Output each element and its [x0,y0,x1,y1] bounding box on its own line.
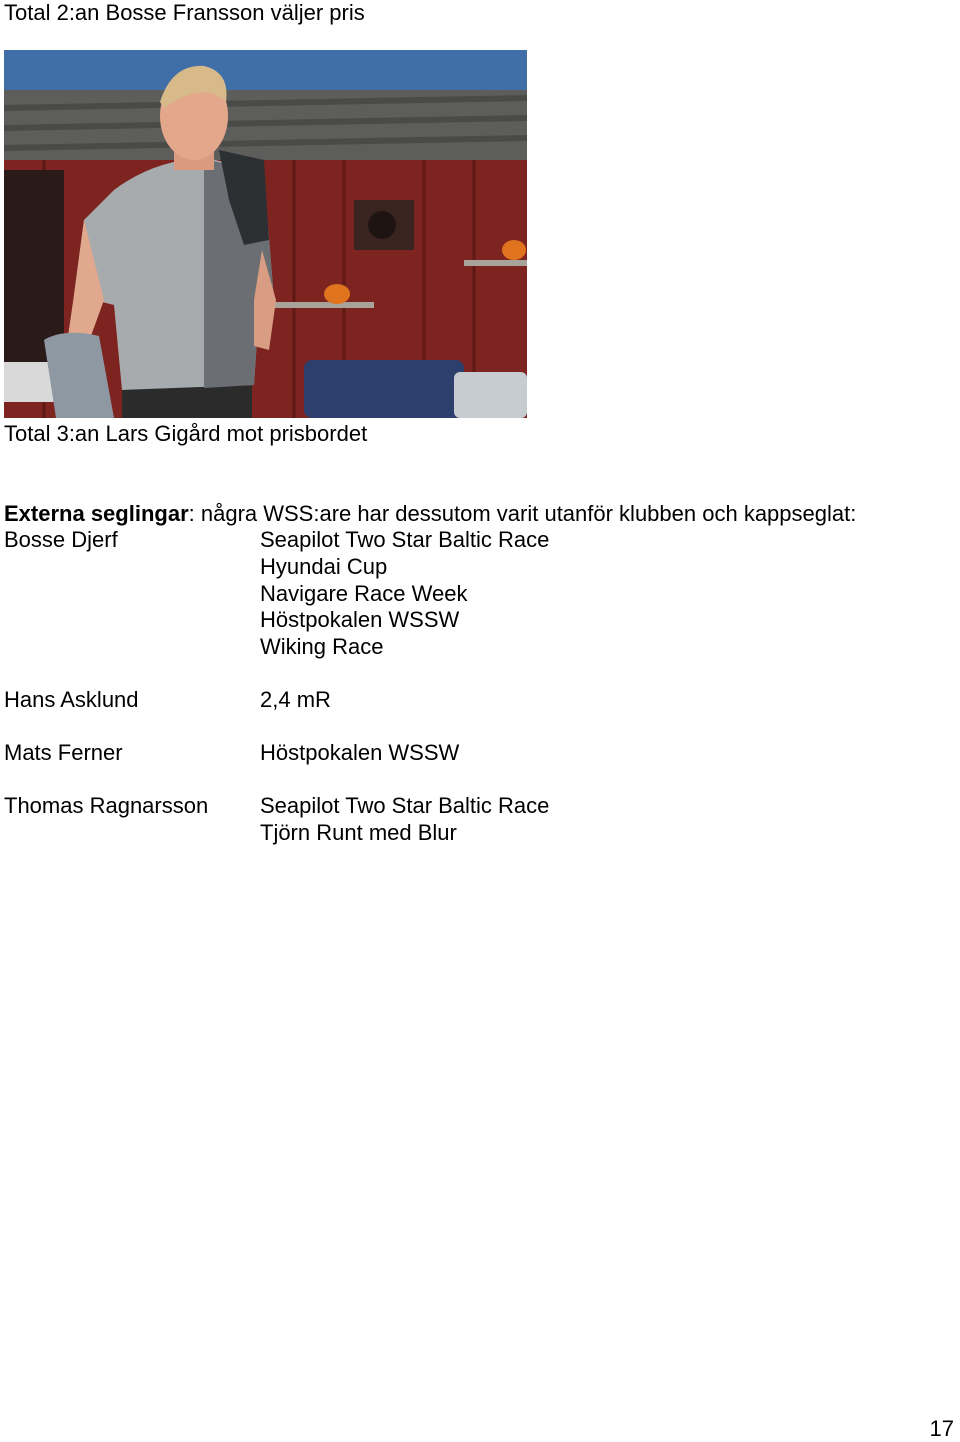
race-name: Wiking Race [260,634,384,659]
sailor-name: Bosse Djerf [4,527,118,552]
race-name: Seapilot Two Star Baltic Race [260,793,550,818]
intro-heading: Externa seglingar [4,501,189,526]
race-name: Höstpokalen WSSW [260,607,460,632]
intro-text [4,501,856,527]
sailor-name: Thomas Ragnarsson [4,793,209,818]
caption-photo: Total 3:an Lars Gigård mot prisbordet [4,421,368,446]
photo-image [4,50,527,418]
intro-rest: : några WSS:are har dessutom varit utanför klubben och kappseglat: [188,501,857,526]
caption-top: Total 2:an Bosse Fransson väljer pris [4,0,365,25]
photo-prize-table [4,50,527,418]
page-number: 17 [929,1416,954,1441]
race-name: Hyundai Cup [260,554,388,579]
race-name: Tjörn Runt med Blur [260,820,457,845]
race-name: 2,4 mR [260,687,331,712]
race-name: Seapilot Two Star Baltic Race [260,527,550,552]
sailor-name: Hans Asklund [4,687,139,712]
race-name: Navigare Race Week [260,581,468,606]
sailor-name: Mats Ferner [4,740,123,765]
race-name: Höstpokalen WSSW [260,740,460,765]
